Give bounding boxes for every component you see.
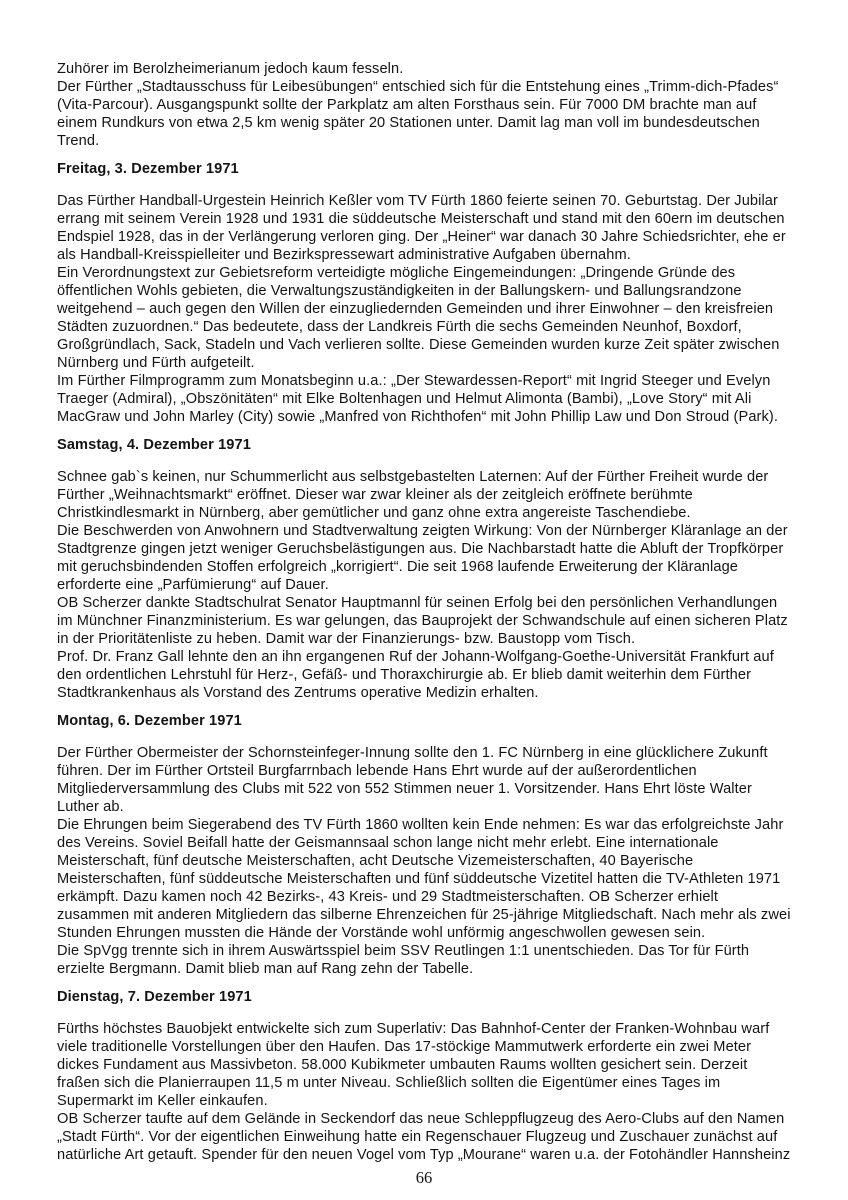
day-section-monday xyxy=(57,712,791,978)
paragraph-gebietsreform: Ein Verordnungstext zur Gebietsreform verteidigte mögliche Eingemeindungen: „Dringende Gründe des öffentlichen Wohls gebieten, die Verwaltungszuständigkeiten in der Ballungskern- und Ballungsrandzone weitgehend – auch gegen den Willen der einzugliedernden Gemeinden und ihrer Einwohner – den kreisfreien Städten zuzuordnen.“ Das bedeutete, dass der Landkreis Fürth die sechs Gemeinden Neunhof, Boxdorf, Großgründlach, Sack, Stadeln und Vach verlieren sollte. Diese Gemeinden wurden kurze Zeit später zwischen Nürnberg und Fürth aufgeteilt. xyxy=(57,265,780,371)
day-section-friday xyxy=(57,160,791,426)
day-section-tuesday xyxy=(57,988,791,1164)
paragraph-weihnachtsmarkt: Schnee gab`s keinen, nur Schummerlicht aus selbstgebastelten Laternen: Auf der Fürther Freiheit wurde der Fürther „Weihnachtsmarkt“ eröffnet. Dieser war zwar kleiner als der zeitgleich eröffnete berühmte Christkindlesmarkt in Nürnberg, aber gemütlicher und ganz ohne extra angereiste Taschendiebe. xyxy=(57,469,769,521)
paragraph-bahnhof-center: Fürths höchstes Bauobjekt entwickelte sich zum Superlativ: Das Bahnhof-Center der Franken-Wohnbau warf viele traditionelle Vorstellungen über den Haufen. Das 17-stöckige Mammutwerk erforderte ein zwei Meter dickes Fundament aus Massivbeton. 58.000 Kubikmeter umbauten Raums wollten gesichert sein. Derzeit fraßen sich die Planierraupen 11,5 m unter Niveau. Schließlich sollten die Eigentümer eines Tages im Supermarkt im Keller einkaufen. xyxy=(57,1021,770,1109)
paragraph-hans-ehrt: Der Fürther Obermeister der Schornsteinfeger-Innung sollte den 1. FC Nürnberg in eine glücklichere Zukunft führen. Der im Fürther Ortsteil Burgfarrnbach lebende Hans Ehrt wurde auf der außerordentlichen Mitgliederversammlung des Clubs mit 522 von 552 Stimmen neuer 1. Vorsitzender. Hans Ehrt löste Walter Luther ab. xyxy=(57,745,768,815)
day-heading-monday: Montag, 6. Dezember 1971 xyxy=(57,713,242,729)
page-footer xyxy=(57,1168,791,1188)
paragraph-klaeranlage: Die Beschwerden von Anwohnern und Stadtverwaltung zeigten Wirkung: Von der Nürnberger Kläranlage an der Stadtgrenze gingen jetzt weniger Geruchsbelästigungen aus. Die Nachbarstadt hatte die Abluft der Tropfkörper mit geruchsbindenden Stoffen erfolgreich „korrigiert“. Die seit 1968 laufende Erweiterung der Kläranlage erforderte eine „Parfümierung“ auf Dauer. xyxy=(57,523,788,593)
paragraph-filmprogramm: Im Fürther Filmprogramm zum Monatsbeginn u.a.: „Der Stewardessen-Report“ mit Ingrid Steeger und Evelyn Traeger (Admiral), „Obszönitäten“ mit Elke Boltenhagen und Helmut Alimonta (Bambi), „Love Story“ mit Ali MacGraw und John Marley (City) sowie „Manfred von Richthofen“ mit John Phillip Law und Don Stroud (Park). xyxy=(57,373,779,425)
day-heading-friday: Freitag, 3. Dezember 1971 xyxy=(57,161,239,177)
paragraph-handball-kessler: Das Fürther Handball-Urgestein Heinrich Keßler vom TV Fürth 1860 feierte seinen 70. Geburtstag. Der Jubilar errang mit seinem Verein 1928 und 1931 die süddeutsche Meisterschaft und stand mit den 60ern im deutschen Endspiel 1928, das in der Verlängerung verloren ging. Der „Heiner“ war danach 30 Jahre Schiedsrichter, ehe er als Handball-Kreisspielleiter und Bezirkspressewart administrative Aufgaben übernahm. xyxy=(57,193,786,263)
intro-section xyxy=(57,60,791,150)
day-section-saturday xyxy=(57,436,791,702)
document-content xyxy=(57,60,791,1164)
paragraph-tv-fuerth-ehrungen: Die Ehrungen beim Siegerabend des TV Fürth 1860 wollten kein Ende nehmen: Es war das erfolgreichste Jahr des Vereins. Soviel Beifall hatte der Geismannsaal schon lange nicht mehr erlebt. Eine internationale Meisterschaft, fünf deutsche Meisterschaften, acht Deutsche Vizemeisterschaften, 40 Bayerische Meisterschaften, fünf süddeutsche Meisterschaften und fünf süddeutsche Vizetitel hatten die TV-Athleten 1971 erkämpft. Dazu kamen noch 42 Bezirks-, 43 Kreis- und 29 Stadtmeisterschaften. OB Scherzer erhielt zusammen mit anderen Mitgliedern das silberne Ehrenzeichen für 25-jährige Mitgliedschaft. Nach mehr als zwei Stunden Ehrungen mussten die Hände der Vorstände wohl unförmig angeschwollen gewesen sein. xyxy=(57,817,791,941)
paragraph-schwandschule: OB Scherzer dankte Stadtschulrat Senator Hauptmannl für seinen Erfolg bei den persönlichen Verhandlungen im Münchner Finanzministerium. Es war gelungen, das Bauprojekt der Schwandschule auf einen sicheren Platz in der Prioritätenliste zu heben. Damit war der Finanzierungs- bzw. Baustopp vom Tisch. xyxy=(57,595,788,647)
day-heading-tuesday: Dienstag, 7. Dezember 1971 xyxy=(57,989,252,1005)
paragraph-schleppflugzeug: OB Scherzer taufte auf dem Gelände in Seckendorf das neue Schleppflugzeug des Aero-Clubs auf den Namen „Stadt Fürth“. Vor der eigentlichen Einweihung hatte ein Regenschauer Flugzeug und Zuschauer zunächst auf natürliche Art getauft. Spender für den neuen Vogel vom Typ „Mourane“ waren u.a. der Fotohändler Hannsheinz xyxy=(57,1111,791,1163)
page-number: 66 xyxy=(415,1168,433,1187)
paragraph-prof-gall: Prof. Dr. Franz Gall lehnte den an ihn ergangenen Ruf der Johann-Wolfgang-Goethe-Universität Frankfurt auf den ordentlichen Lehrstuhl für Herz-, Gefäß- und Thoraxchirurgie ab. Er blieb damit weiterhin dem Fürther Stadtkrankenhaus als Vorstand des Zentrums operative Medizin erhalten. xyxy=(57,649,774,701)
intro-paragraph-continuation: Zuhörer im Berolzheimerianum jedoch kaum fesseln. xyxy=(57,61,404,77)
paragraph-spvgg-reutlingen: Die SpVgg trennte sich in ihrem Auswärtsspiel beim SSV Reutlingen 1:1 unentschieden. Das Tor für Fürth erzielte Bergmann. Damit blieb man auf Rang zehn der Tabelle. xyxy=(57,943,750,977)
day-heading-saturday: Samstag, 4. Dezember 1971 xyxy=(57,437,251,453)
intro-paragraph-trimm-pfad: Der Fürther „Stadtausschuss für Leibesübungen“ entschied sich für die Entstehung eines „Trimm-dich-Pfades“ (Vita-Parcour). Ausgangspunkt sollte der Parkplatz am alten Forsthaus sein. Für 7000 DM brachte man auf einem Rundkurs von etwa 2,5 km wenig später 20 Stationen unter. Damit lag man voll im bundesdeutschen Trend. xyxy=(57,79,779,149)
